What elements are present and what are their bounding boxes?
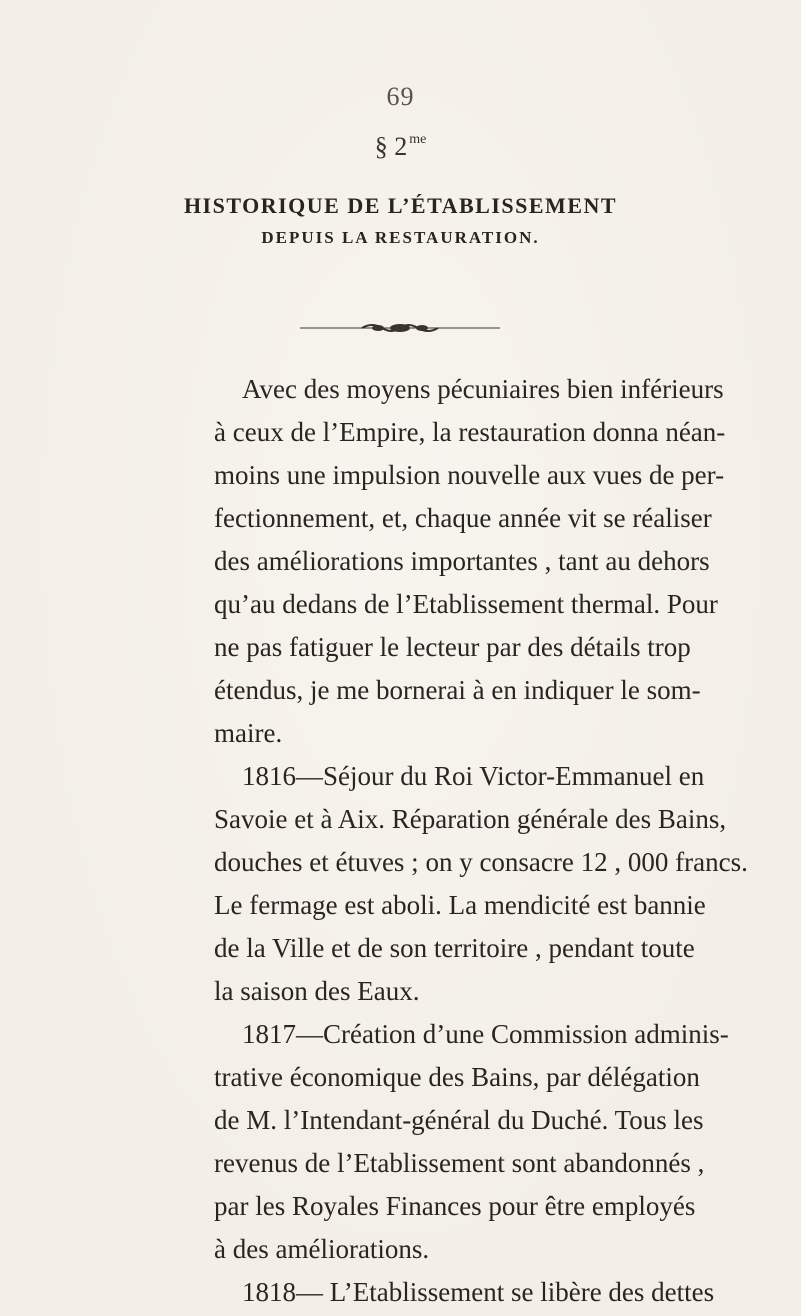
page-number: 69 — [386, 82, 415, 111]
text-line: 1818— L’Etablissement se libère des dettes — [242, 1277, 715, 1307]
text-line: étendus, je me bornerai à en indiquer le som- — [214, 675, 701, 705]
text-line: ne pas fatiguer le lecteur par des détails trop — [214, 632, 691, 662]
text-line: 1816—Séjour du Roi Victor-Emmanuel en — [242, 761, 705, 791]
ornament-divider — [300, 322, 500, 334]
body-text — [214, 368, 748, 1314]
section-heading — [0, 132, 801, 162]
text-line: 1817—Création d’une Commission adminis- — [242, 1019, 729, 1049]
text-line: de la Ville et de son territoire , pendant toute — [214, 933, 695, 963]
section-suffix: me — [409, 132, 427, 147]
text-line: moins une impulsion nouvelle aux vues de per- — [214, 460, 725, 490]
text-line: à ceux de l’Empire, la restauration donna néan- — [214, 417, 726, 447]
text-line: trative économique des Bains, par délégation — [214, 1062, 700, 1092]
text-line: de M. l’Intendant-général du Duché. Tous les — [214, 1105, 704, 1135]
section-symbol: § 2 — [374, 132, 408, 161]
text-line: des améliorations importantes , tant au dehors — [214, 546, 710, 576]
text-line: qu’au dedans de l’Etablissement thermal. Pour — [214, 589, 718, 619]
text-line: la saison des Eaux. — [214, 976, 420, 1006]
chapter-subtitle: DEPUIS LA RESTAURATION. — [261, 228, 540, 247]
text-line: Le fermage est aboli. La mendicité est bannie — [214, 890, 706, 920]
text-line: maire. — [214, 718, 283, 748]
text-line: revenus de l’Etablissement sont abandonnés , — [214, 1148, 705, 1178]
text-line: à des améliorations. — [214, 1234, 430, 1264]
text-line: par les Royales Finances pour être employés — [214, 1191, 696, 1221]
text-line: fectionnement, et, chaque année vit se réaliser — [214, 503, 712, 533]
chapter-title: HISTORIQUE DE L’ÉTABLISSEMENT — [183, 193, 618, 218]
text-line: douches et étuves ; on y consacre 12 , 000 francs. — [214, 847, 748, 877]
text-line: Avec des moyens pécuniaires bien inférieurs — [242, 374, 724, 404]
text-line: Savoie et à Aix. Réparation générale des Bains, — [214, 804, 727, 834]
